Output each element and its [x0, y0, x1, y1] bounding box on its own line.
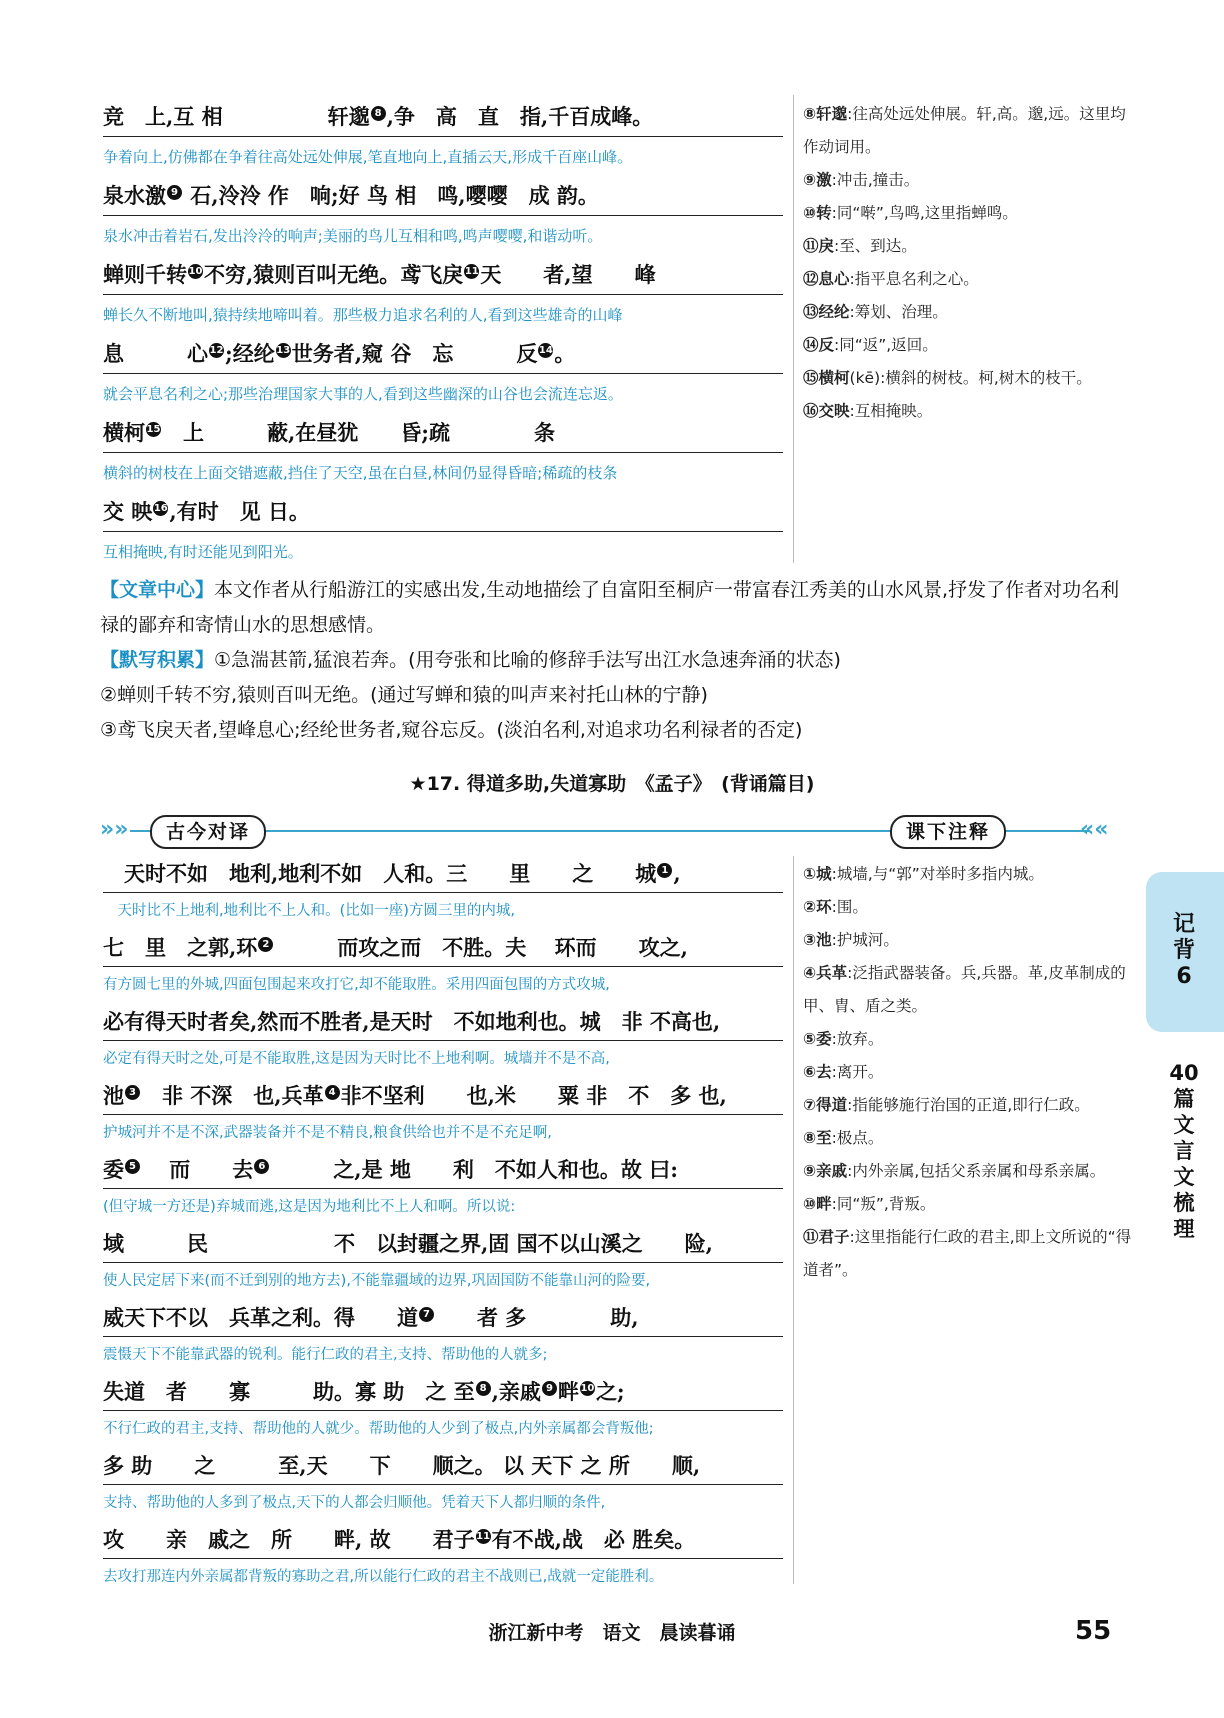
footnote-marker: 16 — [153, 503, 168, 514]
footer-text: 浙江新中考 语文 晨读暮诵 — [488, 1622, 736, 1644]
side-vertical-label — [1160, 1060, 1208, 1242]
bottom-translation-line: (但守城一方还是)弃城而逃,这是因为地利比不上人和啊。所以说: — [103, 1199, 516, 1215]
article-center-tag: 【文章中心】 — [100, 579, 215, 601]
top-translation-line: 蝉长久不断地叫,猿持续地啼叫着。那些极力追求名利的人,看到这些雄奇的山峰 — [103, 306, 623, 324]
note-definition: :围。 — [831, 898, 868, 916]
note-term: ⑦得道 — [803, 1096, 848, 1114]
top-original-line — [103, 335, 783, 374]
side-char: 文 — [1173, 1165, 1195, 1189]
note-term: ⑭反 — [803, 336, 835, 354]
annotation-item — [803, 1122, 1133, 1155]
page-number: 55 — [1075, 1616, 1112, 1646]
annotation-item — [803, 98, 1133, 164]
annotation-item — [803, 230, 1133, 263]
note-term: ⑩畔 — [803, 1195, 832, 1213]
bottom-original-line — [103, 1226, 783, 1263]
note-term: ③池 — [803, 931, 832, 949]
annotation-item — [803, 296, 1133, 329]
footnote-marker: 9 — [542, 1381, 557, 1396]
annotation-item — [803, 891, 1133, 924]
top-passage — [103, 98, 783, 572]
note-term: ⑧轩邈 — [803, 105, 848, 123]
annotation-item — [803, 1089, 1133, 1122]
note-definition: :互相掩映。 — [849, 402, 933, 420]
note-definition: :离开。 — [831, 1063, 884, 1081]
original-text: 蝉则千转 — [103, 262, 187, 287]
side-char: 言 — [1173, 1139, 1195, 1163]
bottom-original-line — [103, 930, 783, 967]
original-text: 畔 — [557, 1379, 579, 1404]
note-definition: :同“返”,返回。 — [834, 336, 938, 354]
footnote-marker: 11 — [476, 1531, 491, 1542]
footnote-marker: 10 — [580, 1383, 595, 1394]
annotation-item — [803, 164, 1133, 197]
annotation-item — [803, 957, 1133, 1023]
note-term: ⑬经纶 — [803, 303, 850, 321]
section-title: ★17. 得道多助,失道寡助 《孟子》 (背诵篇目) — [409, 773, 815, 795]
original-text: 必有得天时者矣,然而不胜者,是天时 不如地利也。城 非 不高也, — [103, 1009, 721, 1034]
footnote-marker: 10 — [188, 266, 203, 277]
footnote-marker: 8 — [371, 106, 386, 121]
note-term: ①城 — [803, 865, 832, 883]
bottom-original-line — [103, 1152, 783, 1189]
recite-text-1: ①急湍甚箭,猛浪若奔。(用夸张和比喻的修辞手法写出江水急速奔涌的状态) — [214, 649, 841, 671]
summary-block — [100, 573, 1130, 748]
original-text: 七 里 之郭,环 — [103, 935, 258, 960]
footnote-marker: 3 — [125, 1085, 140, 1100]
original-text: 者 多 助, — [435, 1305, 639, 1330]
original-text: 上 蔽,在昼犹 昏;疏 条 — [162, 420, 556, 445]
note-term: ⑤委 — [803, 1030, 832, 1048]
recite-line-1 — [100, 643, 1130, 678]
top-annotations — [803, 98, 1133, 428]
original-text: 有不战,战 必 胜矣。 — [491, 1527, 696, 1552]
original-text: ;经纶 — [225, 341, 275, 366]
top-translation-line: 互相掩映,有时还能见到阳光。 — [103, 543, 303, 561]
note-term: ⑨激 — [803, 171, 832, 189]
footnote-marker: 9 — [167, 185, 182, 200]
note-term: ⑪君子 — [803, 1228, 850, 1246]
footnote-marker: 15 — [146, 424, 161, 435]
annotation-item — [803, 1056, 1133, 1089]
annotation-item — [803, 263, 1133, 296]
bottom-original-line — [103, 856, 783, 893]
side-char: 梳 — [1173, 1191, 1195, 1215]
ribbon-left-arrow-icon: »» — [100, 817, 129, 842]
side-char: 40 — [1169, 1061, 1199, 1085]
note-term: ⑧至 — [803, 1129, 832, 1147]
original-text: 不穷,猿则百叫无绝。鸢飞戾 — [204, 262, 464, 287]
note-term: ⑯交映 — [803, 402, 850, 420]
side-char: 篇 — [1173, 1087, 1195, 1111]
bottom-original-line — [103, 1300, 783, 1337]
recite-line-3: ③鸢飞戾天者,望峰息心;经纶世务者,窥谷忘反。(淡泊名利,对追求功名利禄者的否定) — [100, 719, 803, 741]
annotation-item — [803, 395, 1133, 428]
bottom-original-line — [103, 1374, 783, 1411]
side-tab-label — [1160, 912, 1208, 990]
side-char: 6 — [1176, 964, 1192, 989]
original-text: 攻 亲 戚之 所 畔, 故 君子 — [103, 1527, 475, 1552]
original-text: ,亲戚 — [491, 1379, 541, 1404]
original-text: 之; — [595, 1379, 625, 1404]
note-definition: :往高处远处伸展。轩,高。邈,远。这里均作动词用。 — [803, 105, 1126, 156]
top-translation-line: 泉水冲击着岩石,发出泠泠的响声;美丽的鸟儿互相和鸣,鸣声嘤嘤,和谐动听。 — [103, 227, 603, 245]
original-text: 非不坚利 也,米 粟 非 不 多 也, — [340, 1083, 727, 1108]
bottom-original-line — [103, 1448, 783, 1485]
bottom-passage — [103, 856, 783, 1596]
note-definition: :指平息名利之心。 — [849, 270, 979, 288]
top-translation-line: 就会平息名利之心;那些治理国家大事的人,看到这些幽深的山谷也会流连忘返。 — [103, 385, 623, 403]
original-text: ,有时 见 日。 — [169, 499, 310, 524]
annotation-item — [803, 1023, 1133, 1056]
annotation-item — [803, 197, 1133, 230]
note-definition: :极点。 — [831, 1129, 884, 1147]
footnote-marker: 4 — [325, 1085, 340, 1100]
bottom-original-line — [103, 1078, 783, 1115]
original-text: 。 — [554, 341, 576, 366]
note-term: ⑩转 — [803, 204, 832, 222]
note-term: ④兵革 — [803, 964, 848, 982]
recite-line-2: ②蝉则千转不穷,猿则百叫无绝。(通过写蝉和猿的叫声来衬托山林的宁静) — [100, 684, 708, 706]
annotation-item — [803, 1155, 1133, 1188]
original-text: 域 民 不 以封疆之界,固 国不以山溪之 险, — [103, 1231, 713, 1256]
bottom-translation-line: 天时比不上地利,地利比不上人和。(比如一座)方圆三里的内城, — [103, 903, 516, 919]
ribbon-label-translation: 古今对译 — [150, 815, 266, 849]
original-text: 世务者,窥 谷 忘 反 — [291, 341, 538, 366]
original-text: 竞 上,互 相 轩邈 — [103, 104, 370, 129]
original-text: 失道 者 寡 助。寡 助 之 至 — [103, 1379, 475, 1404]
original-text: , — [673, 861, 681, 886]
original-text: 天 者,望 峰 — [480, 262, 656, 287]
bottom-original-line — [103, 1004, 783, 1041]
footnote-marker: 7 — [419, 1307, 434, 1322]
ribbon-right-arrow-icon: «« — [1080, 817, 1109, 842]
original-text: 威天下不以 兵革之利。得 道 — [103, 1305, 418, 1330]
side-char: 背 — [1172, 938, 1195, 963]
bottom-translation-line: 使人民定居下来(而不迁到别的地方去),不能靠疆域的边界,巩固国防不能靠山河的险要, — [103, 1273, 651, 1289]
note-term: ⑮横柯 — [803, 369, 850, 387]
annotation-item — [803, 1221, 1133, 1287]
original-text: 而 去 — [141, 1157, 254, 1182]
footnote-marker: 14 — [538, 345, 553, 356]
note-definition: :这里指能行仁政的君主,即上文所说的“得道者”。 — [803, 1228, 1132, 1279]
bottom-translation-line: 震慑天下不能靠武器的锐利。能行仁政的君主,支持、帮助他的人就多; — [103, 1347, 548, 1363]
note-term: ⑫息心 — [803, 270, 850, 288]
top-translation-line: 横斜的树枝在上面交错遮蔽,挡住了天空,虽在白昼,林间仍显得昏暗;稀疏的枝条 — [103, 464, 618, 482]
original-text: 交 映 — [103, 499, 153, 524]
footnote-marker: 1 — [657, 863, 672, 878]
top-original-line — [103, 256, 783, 295]
original-text: 泉水激 — [103, 183, 166, 208]
original-text: 池 — [103, 1083, 124, 1108]
footnote-marker: 6 — [254, 1159, 269, 1174]
original-text: 而攻之而 不胜。夫 环而 攻之, — [274, 935, 688, 960]
note-term: ②环 — [803, 898, 832, 916]
original-text: 天时不如 地利,地利不如 人和。三 里 之 城 — [103, 861, 657, 886]
note-definition: :至、到达。 — [834, 237, 917, 255]
footnote-marker: 13 — [276, 345, 291, 356]
top-original-line — [103, 98, 783, 137]
side-char: 理 — [1173, 1217, 1195, 1241]
original-text: 横柯 — [103, 420, 145, 445]
column-divider — [793, 95, 794, 563]
note-definition: :同“啭”,鸟鸣,这里指蝉鸣。 — [831, 204, 1018, 222]
bottom-translation-line: 有方圆七里的外城,四面包围起来攻打它,却不能取胜。采用四面包围的方式攻城, — [103, 977, 610, 993]
bottom-translation-line: 必定有得天时之处,可是不能取胜,这是因为天时比不上地利啊。城墙并不是不高, — [103, 1051, 610, 1067]
note-definition: :护城河。 — [831, 931, 899, 949]
article-center — [100, 573, 1130, 643]
recite-tag: 【默写积累】 — [100, 649, 215, 671]
top-translation-line: 争着向上,仿佛都在争着往高处远处伸展,笔直地向上,直插云天,形成千百座山峰。 — [103, 148, 633, 166]
bottom-original-line — [103, 1522, 783, 1559]
note-definition: (kē):横斜的树枝。柯,树木的枝干。 — [849, 369, 1092, 387]
note-definition: :放弃。 — [831, 1030, 884, 1048]
section-ribbon — [100, 812, 1120, 850]
bottom-annotations — [803, 858, 1133, 1287]
note-definition: :城墙,与“郭”对举时多指内城。 — [831, 865, 1044, 883]
annotation-item — [803, 924, 1133, 957]
annotation-item — [803, 329, 1133, 362]
note-definition: :筹划、治理。 — [849, 303, 948, 321]
top-original-line — [103, 493, 783, 532]
original-text: 非 不深 也,兵革 — [141, 1083, 324, 1108]
footnote-marker: 11 — [464, 266, 479, 277]
original-text: 多 助 之 至,天 下 顺之。 以 天下 之 所 顺, — [103, 1453, 701, 1478]
column-divider-bottom — [793, 856, 794, 1584]
footnote-marker: 12 — [209, 345, 224, 356]
footnote-marker: 2 — [258, 937, 273, 952]
annotation-item — [803, 362, 1133, 395]
original-text: 之,是 地 利 不如人和也。故 曰: — [270, 1157, 678, 1182]
original-text: 石,泠泠 作 响;好 鸟 相 鸣,嘤嘤 成 韵。 — [183, 183, 599, 208]
ribbon-label-notes: 课下注释 — [890, 815, 1006, 849]
note-definition: :冲击,撞击。 — [831, 171, 920, 189]
bottom-translation-line: 护城河并不是不深,武器装备并不是不精良,粮食供给也并不是不充足啊, — [103, 1125, 552, 1141]
original-text: 息 心 — [103, 341, 208, 366]
bottom-translation-line: 支持、帮助他的人多到了极点,天下的人都会归顺他。凭着天下人都归顺的条件, — [103, 1495, 606, 1511]
top-original-line — [103, 177, 783, 216]
annotation-item — [803, 1188, 1133, 1221]
footnote-marker: 8 — [476, 1381, 491, 1396]
bottom-translation-line: 不行仁政的君主,支持、帮助他的人就少。帮助他的人少到了极点,内外亲属都会背叛他; — [103, 1421, 654, 1437]
note-term: ⑪戾 — [803, 237, 835, 255]
note-definition: :泛指武器装备。兵,兵器。革,皮革制成的甲、胄、盾之类。 — [803, 964, 1126, 1015]
note-definition: :指能够施行治国的正道,即行仁政。 — [847, 1096, 1090, 1114]
top-original-line — [103, 414, 783, 453]
article-center-text: 本文作者从行船游江的实感出发,生动地描绘了自富阳至桐庐一带富春江秀美的山水风景,抒发了作者对功名利禄的鄙弃和寄情山水的思想感情。 — [100, 579, 1120, 636]
note-definition: :内外亲属,包括父系亲属和母系亲属。 — [847, 1162, 1106, 1180]
note-term: ⑥去 — [803, 1063, 832, 1081]
original-text: 委 — [103, 1157, 124, 1182]
side-char: 记 — [1172, 912, 1195, 937]
original-text: ,争 高 直 指,千百成峰。 — [386, 104, 654, 129]
note-term: ⑨亲戚 — [803, 1162, 848, 1180]
bottom-translation-line: 去攻打那连内外亲属都背叛的寡助之君,所以能行仁政的君主不战则已,战就一定能胜利。 — [103, 1569, 664, 1585]
annotation-item — [803, 858, 1133, 891]
note-definition: :同“叛”,背叛。 — [831, 1195, 936, 1213]
side-char: 文 — [1173, 1113, 1195, 1137]
footnote-marker: 5 — [125, 1159, 140, 1174]
